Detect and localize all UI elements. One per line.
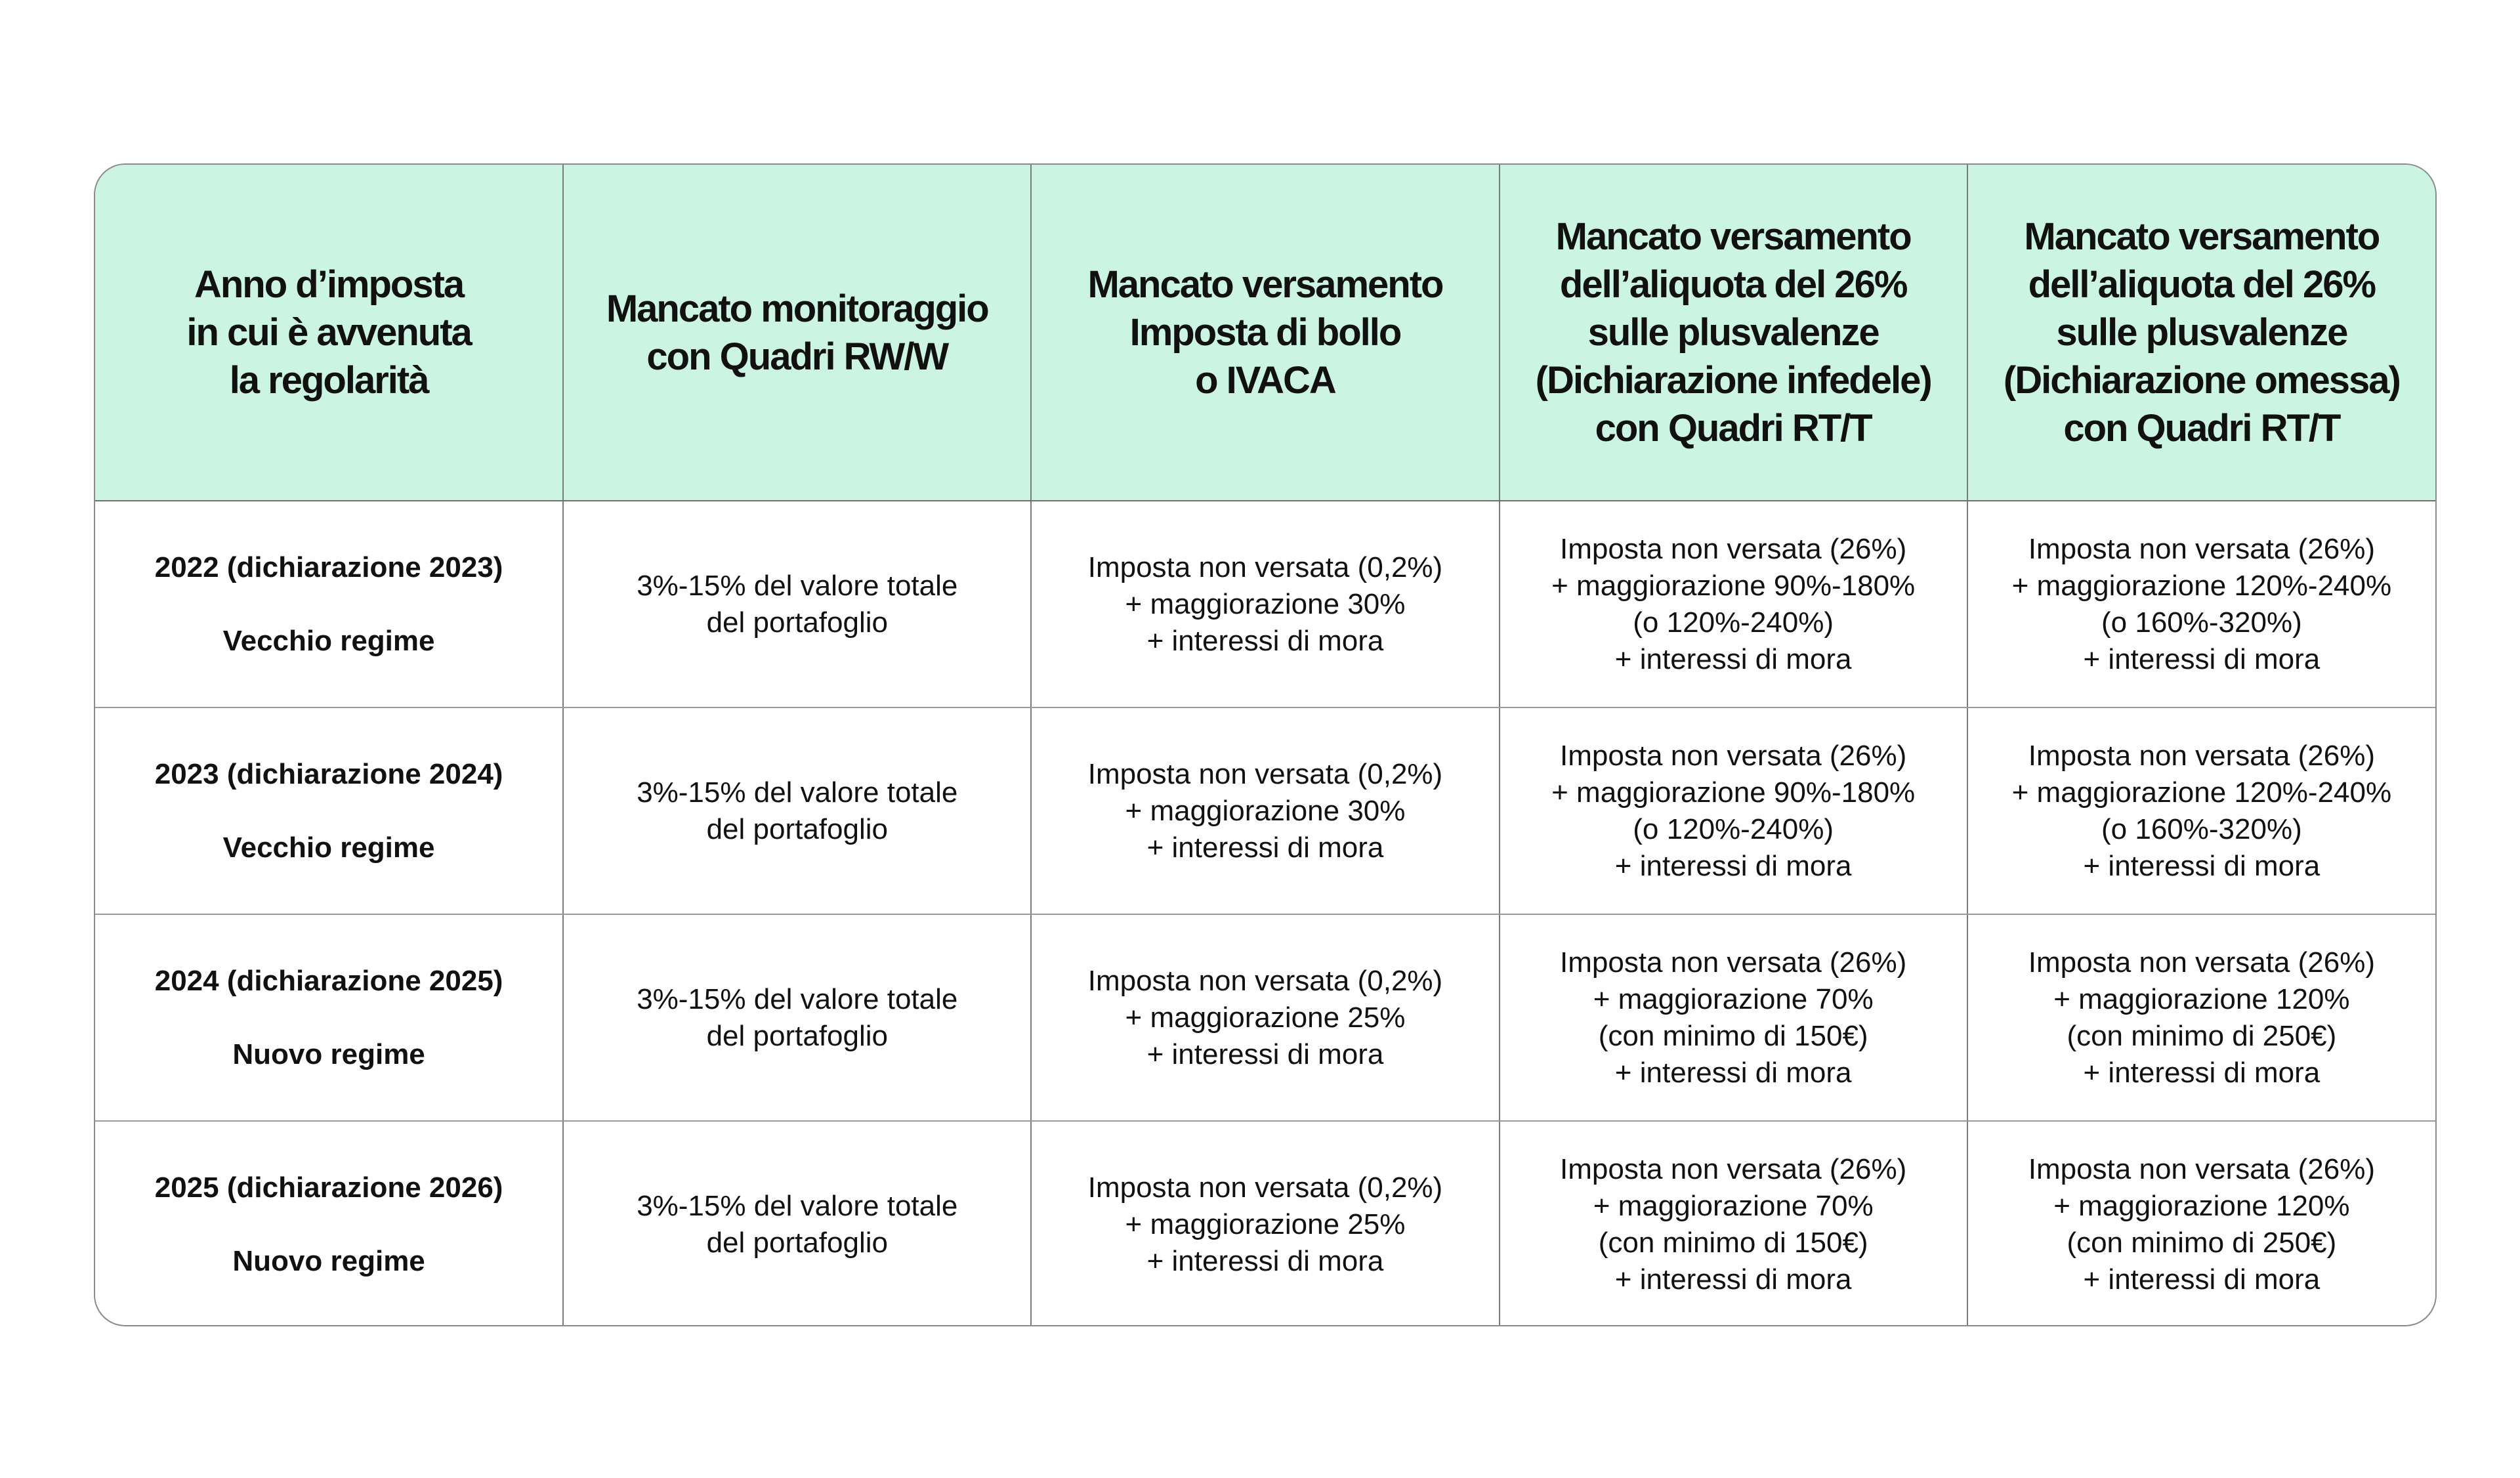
monitoraggio-cell: 3%-15% del valore totale del portafoglio — [563, 501, 1031, 707]
omessa-cell: Imposta non versata (26%) + maggiorazione 120% (con minimo di 250€) + interessi di mora — [1967, 914, 2435, 1121]
year-cell — [95, 1121, 563, 1326]
infedele-cell: Imposta non versata (26%) + maggiorazione 70% (con minimo di 150€) + interessi di mora — [1500, 914, 1967, 1121]
year-cell — [95, 501, 563, 707]
table-row — [95, 914, 2435, 1121]
regime-label: Nuovo regime — [232, 1245, 425, 1277]
infedele-cell: Imposta non versata (26%) + maggiorazione 70% (con minimo di 150€) + interessi di mora — [1500, 1121, 1967, 1326]
regime-label: Vecchio regime — [222, 624, 435, 657]
header-tax-year: Anno d’imposta in cui è avvenuta la regolarità — [95, 165, 563, 501]
monitoraggio-cell: 3%-15% del valore totale del portafoglio — [563, 914, 1031, 1121]
header-omessa: Mancato versamento dell’aliquota del 26% sulle plusvalenze (Dichiarazione omessa) con Quadri RT/T — [1967, 165, 2435, 501]
year-cell — [95, 707, 563, 914]
header-row — [95, 165, 2435, 501]
infedele-cell: Imposta non versata (26%) + maggiorazione 90%-180% (o 120%-240%) + interessi di mora — [1500, 501, 1967, 707]
bollo-cell: Imposta non versata (0,2%) + maggiorazione 30% + interessi di mora — [1031, 501, 1499, 707]
year-label: 2022 (dichiarazione 2023) — [154, 551, 503, 583]
monitoraggio-cell: 3%-15% del valore totale del portafoglio — [563, 707, 1031, 914]
bollo-cell: Imposta non versata (0,2%) + maggiorazione 25% + interessi di mora — [1031, 1121, 1499, 1326]
table-body — [95, 501, 2435, 1326]
header-monitoraggio: Mancato monitoraggio con Quadri RW/W — [563, 165, 1031, 501]
penalties-table — [95, 165, 2435, 1326]
header-bollo: Mancato versamento Imposta di bollo o IVACA — [1031, 165, 1499, 501]
regime-label: Nuovo regime — [232, 1038, 425, 1070]
omessa-cell: Imposta non versata (26%) + maggiorazione 120%-240% (o 160%-320%) + interessi di mora — [1967, 707, 2435, 914]
penalties-table-container — [94, 163, 2437, 1326]
year-label: 2025 (dichiarazione 2026) — [154, 1172, 503, 1204]
year-label: 2024 (dichiarazione 2025) — [154, 964, 503, 997]
bollo-cell: Imposta non versata (0,2%) + maggiorazione 25% + interessi di mora — [1031, 914, 1499, 1121]
table-row — [95, 1121, 2435, 1326]
omessa-cell: Imposta non versata (26%) + maggiorazione 120%-240% (o 160%-320%) + interessi di mora — [1967, 501, 2435, 707]
table-row — [95, 501, 2435, 707]
bollo-cell: Imposta non versata (0,2%) + maggiorazione 30% + interessi di mora — [1031, 707, 1499, 914]
infedele-cell: Imposta non versata (26%) + maggiorazione 90%-180% (o 120%-240%) + interessi di mora — [1500, 707, 1967, 914]
monitoraggio-cell: 3%-15% del valore totale del portafoglio — [563, 1121, 1031, 1326]
regime-label: Vecchio regime — [222, 831, 435, 864]
year-cell — [95, 914, 563, 1121]
omessa-cell: Imposta non versata (26%) + maggiorazione 120% (con minimo di 250€) + interessi di mora — [2028, 1153, 2375, 1296]
table-header — [95, 165, 2435, 501]
table-row — [95, 707, 2435, 914]
header-infedele: Mancato versamento dell’aliquota del 26% sulle plusvalenze (Dichiarazione infedele) con Quadri RT/T — [1500, 165, 1967, 501]
year-label: 2023 (dichiarazione 2024) — [154, 757, 503, 790]
